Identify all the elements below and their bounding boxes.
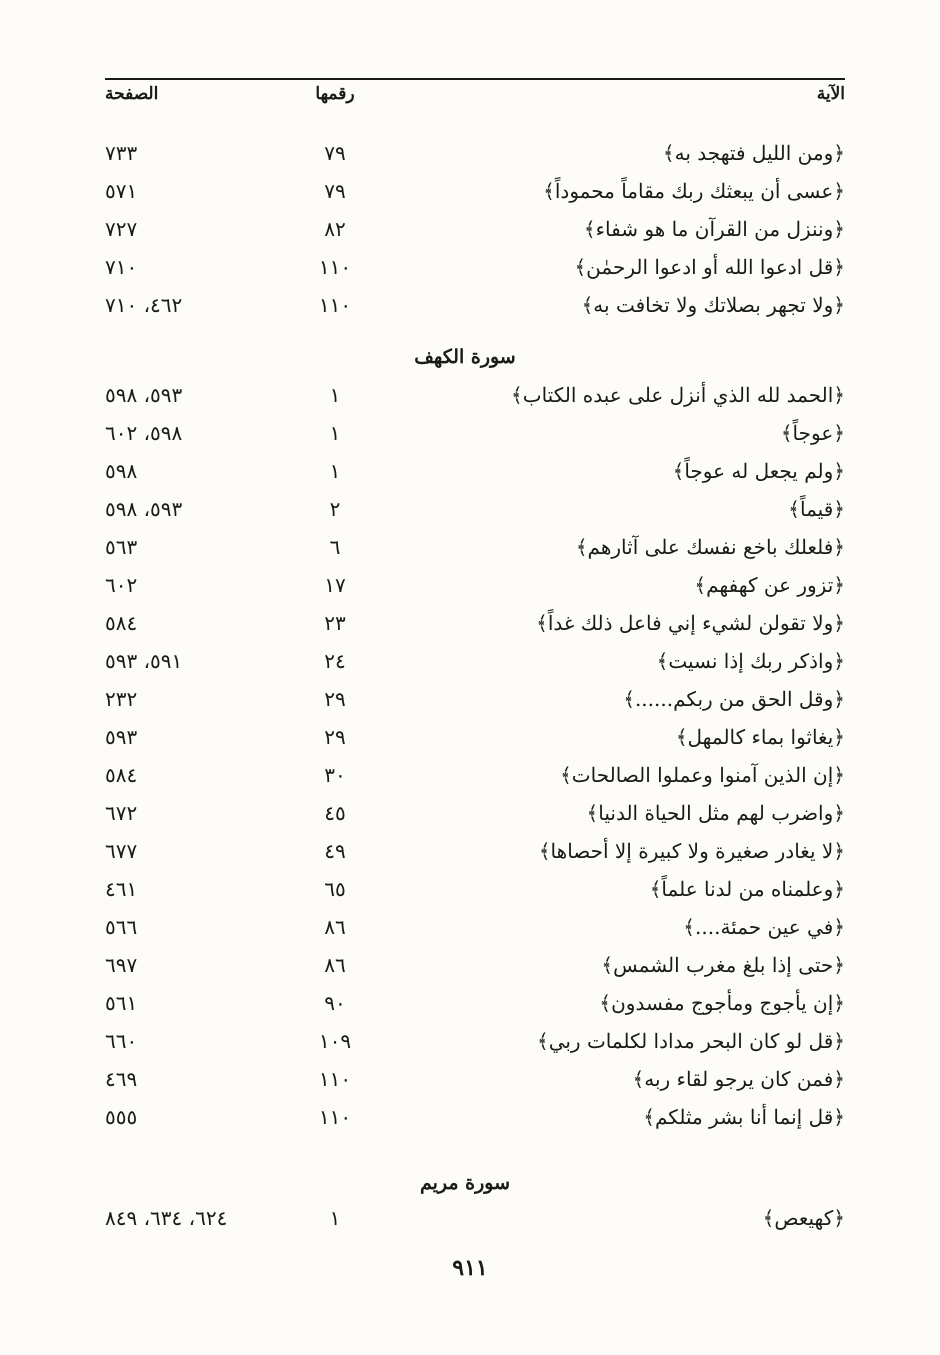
aya-number: ٤٩ xyxy=(324,839,346,863)
aya-number: ٨٢ xyxy=(324,217,346,241)
aya-pages: ٦٢٤، ٦٣٤، ٨٤٩ xyxy=(105,1206,228,1230)
aya-number: ١ xyxy=(329,383,341,407)
aya-pages: ٥٩١، ٥٩٣ xyxy=(105,649,183,673)
aya-number: ٣٠ xyxy=(324,763,346,787)
table-row xyxy=(105,210,845,248)
aya-pages: ٥٨٤ xyxy=(105,611,138,635)
aya-text: ﴿قل ادعوا الله أو ادعوا الرحمٰن﴾ xyxy=(574,255,845,279)
aya-text: ﴿وعلمناه من لدنا علماً﴾ xyxy=(649,877,845,901)
table-row xyxy=(105,1199,845,1237)
table-row xyxy=(105,756,845,794)
aya-pages: ٥٩٣، ٥٩٨ xyxy=(105,383,183,407)
table-row xyxy=(105,452,845,490)
aya-number: ٧٩ xyxy=(324,141,346,165)
table-row xyxy=(105,832,845,870)
aya-text: ﴿إن يأجوج ومأجوج مفسدون﴾ xyxy=(599,991,845,1015)
aya-number: ٢٤ xyxy=(324,649,346,673)
surah-heading xyxy=(105,1164,845,1202)
aya-number: ١١٠ xyxy=(318,255,352,279)
page-number: ٩١١ xyxy=(452,1255,488,1281)
aya-text: ﴿عسى أن يبعثك ربك مقاماً محموداً﴾ xyxy=(543,179,845,203)
aya-pages: ٢٣٢ xyxy=(105,687,138,711)
aya-number: ٢٣ xyxy=(324,611,346,635)
aya-pages: ٧٣٣ xyxy=(105,141,138,165)
aya-pages: ٦٦٠ xyxy=(105,1029,138,1053)
aya-number: ١٧ xyxy=(324,573,346,597)
aya-pages: ٥٩٨ xyxy=(105,459,138,483)
aya-pages: ٦٠٢ xyxy=(105,573,138,597)
aya-text: ﴿يغاثوا بماء كالمهل﴾ xyxy=(675,725,845,749)
aya-text: ﴿فمن كان يرجو لقاء ربه﴾ xyxy=(632,1067,845,1091)
aya-number: ٦٥ xyxy=(324,877,346,901)
aya-text: ﴿فلعلك باخع نفسك على آثارهم﴾ xyxy=(575,535,845,559)
aya-text: ﴿قل لو كان البحر مدادا لكلمات ربي﴾ xyxy=(536,1029,845,1053)
aya-number: ٤٥ xyxy=(324,801,346,825)
aya-number: ٢٩ xyxy=(324,725,346,749)
aya-pages: ٦٧٧ xyxy=(105,839,138,863)
table-row xyxy=(105,528,845,566)
aya-pages: ٥٩٨، ٦٠٢ xyxy=(105,421,183,445)
aya-pages: ٦٧٢ xyxy=(105,801,138,825)
table-row xyxy=(105,984,845,1022)
surah-title: سورة مريم xyxy=(419,1172,511,1194)
table-row xyxy=(105,1060,845,1098)
table-row xyxy=(105,1022,845,1060)
table-row xyxy=(105,718,845,756)
aya-number: ٨٦ xyxy=(324,953,346,977)
aya-text: ﴿قيماً﴾ xyxy=(788,497,845,521)
aya-number: ٧٩ xyxy=(324,179,346,203)
aya-pages: ٤٦٢، ٧١٠ xyxy=(105,293,183,317)
table-row xyxy=(105,134,845,172)
aya-number: ١ xyxy=(329,1206,341,1230)
aya-text: ﴿وقل الحق من ربكم......﴾ xyxy=(623,687,845,711)
aya-pages: ٥٨٤ xyxy=(105,763,138,787)
surah-title: سورة الكهف xyxy=(414,346,516,368)
aya-text: ﴿وننزل من القرآن ما هو شفاء﴾ xyxy=(583,217,845,241)
aya-pages: ٧٢٧ xyxy=(105,217,138,241)
aya-number: ١١٠ xyxy=(318,1105,352,1129)
surah-heading xyxy=(105,338,845,376)
table-row xyxy=(105,604,845,642)
aya-pages: ٥٩٣ xyxy=(105,725,138,749)
aya-text: ﴿حتى إذا بلغ مغرب الشمس﴾ xyxy=(601,953,845,977)
aya-pages: ٥٦٣ xyxy=(105,535,138,559)
aya-number: ١١٠ xyxy=(318,1067,352,1091)
aya-number: ٢ xyxy=(329,497,341,521)
table-row xyxy=(105,870,845,908)
aya-pages: ٦٩٧ xyxy=(105,953,138,977)
aya-pages: ٥٩٣، ٥٩٨ xyxy=(105,497,183,521)
aya-number: ٢٩ xyxy=(324,687,346,711)
aya-pages: ٥٦٦ xyxy=(105,915,138,939)
aya-text: ﴿ولا تجهر بصلاتك ولا تخافت به﴾ xyxy=(581,293,845,317)
aya-number: ٨٦ xyxy=(324,915,346,939)
aya-text: ﴿ولا تقولن لشيء إني فاعل ذلك غداً﴾ xyxy=(536,611,845,635)
aya-text: ﴿عوجاً﴾ xyxy=(780,421,845,445)
aya-pages: ٤٦١ xyxy=(105,877,138,901)
aya-number: ٦ xyxy=(329,535,341,559)
header-aya: الآية xyxy=(816,84,845,104)
table-row xyxy=(105,1098,845,1136)
aya-pages: ٥٥٥ xyxy=(105,1105,138,1129)
table-row xyxy=(105,680,845,718)
aya-number: ١ xyxy=(329,421,341,445)
aya-number: ١٠٩ xyxy=(318,1029,352,1053)
aya-text: ﴿واذكر ربك إذا نسيت﴾ xyxy=(656,649,845,673)
aya-text: ﴿ولم يجعل له عوجاً﴾ xyxy=(672,459,845,483)
aya-text: ﴿في عين حمئة....﴾ xyxy=(683,915,845,939)
aya-pages: ٥٦١ xyxy=(105,991,138,1015)
table-row xyxy=(105,908,845,946)
table-row xyxy=(105,642,845,680)
aya-text: ﴿كهيعص﴾ xyxy=(762,1206,845,1230)
table-row xyxy=(105,490,845,528)
aya-text: ﴿تزور عن كهفهم﴾ xyxy=(694,573,845,597)
aya-number: ١ xyxy=(329,459,341,483)
aya-text: ﴿قل إنما أنا بشر مثلكم﴾ xyxy=(643,1105,845,1129)
aya-text: ﴿الحمد لله الذي أنزل على عبده الكتاب﴾ xyxy=(511,383,845,407)
aya-pages: ٥٧١ xyxy=(105,179,138,203)
header-rule xyxy=(105,78,845,80)
aya-text: ﴿لا يغادر صغيرة ولا كبيرة إلا أحصاها﴾ xyxy=(538,839,845,863)
aya-text: ﴿ومن الليل فتهجد به﴾ xyxy=(662,141,845,165)
aya-number: ١١٠ xyxy=(318,293,352,317)
table-row xyxy=(105,946,845,984)
table-row xyxy=(105,794,845,832)
aya-text: ﴿إن الذين آمنوا وعملوا الصالحات﴾ xyxy=(560,763,845,787)
header-page: الصفحة xyxy=(105,84,159,104)
table-row xyxy=(105,566,845,604)
header-number: رقمها xyxy=(315,84,355,104)
table-header xyxy=(105,78,845,112)
table-row xyxy=(105,172,845,210)
aya-pages: ٤٦٩ xyxy=(105,1067,138,1091)
table-row xyxy=(105,376,845,414)
table-row xyxy=(105,414,845,452)
aya-text: ﴿واضرب لهم مثل الحياة الدنيا﴾ xyxy=(586,801,845,825)
aya-number: ٩٠ xyxy=(324,991,346,1015)
aya-pages: ٧١٠ xyxy=(105,255,138,279)
table-row xyxy=(105,286,845,324)
table-row xyxy=(105,248,845,286)
